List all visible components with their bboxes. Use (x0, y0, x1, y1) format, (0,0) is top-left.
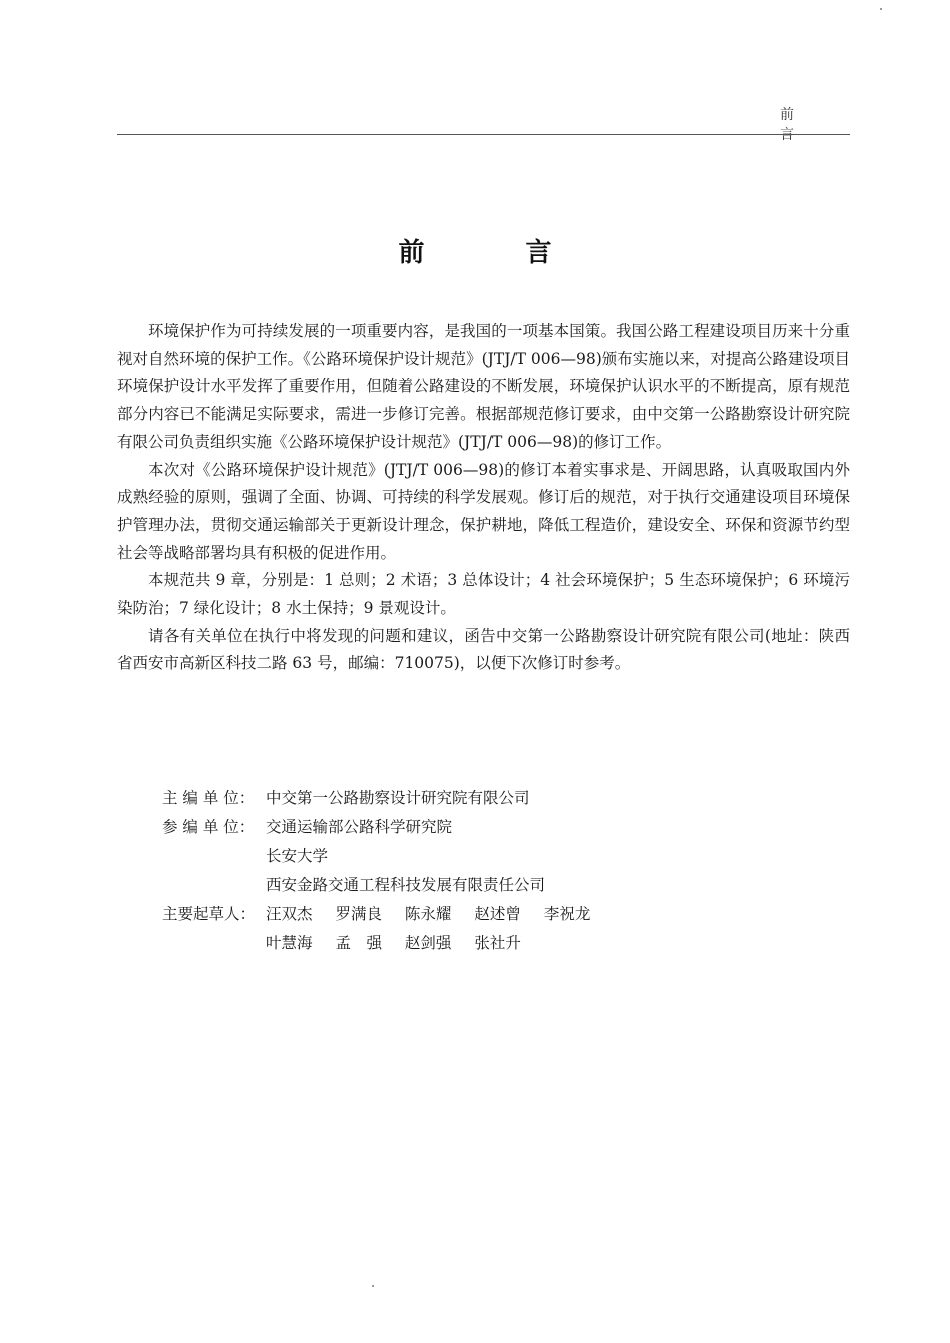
co-editor-unit: 西安金路交通工程科技发展有限责任公司 (266, 876, 546, 894)
drafter-name: 罗满良 (335, 905, 382, 923)
drafter-name: 叶慧海 (266, 934, 313, 952)
header-rule (117, 134, 850, 135)
drafter-name: 赵述曾 (474, 905, 521, 923)
drafter-name: 汪双杰 (266, 905, 313, 923)
scan-speck (372, 1285, 374, 1287)
co-editor-row (162, 871, 762, 900)
drafters-label: 主要起草人： (162, 905, 256, 923)
co-editor-unit: 交通运输部公路科学研究院 (266, 818, 453, 836)
drafter-name: 张社升 (474, 934, 521, 952)
page-title: 前 言 (398, 238, 598, 268)
drafters-row (162, 929, 762, 958)
paragraph: 请各有关单位在执行中将发现的问题和建议，函告中交第一公路勘察设计研究院有限公司(地址：陕西省西安市高新区科技二路 63 号，邮编：710075)，以便下次修订时参考。 (117, 626, 850, 673)
drafter-name: 赵剑强 (404, 934, 452, 952)
body-text (117, 318, 850, 678)
co-editor-label: 参 编 单 位： (162, 818, 255, 836)
chief-editor-unit: 中交第一公路勘察设计研究院有限公司 (266, 789, 530, 807)
paragraph: 本次对《公路环境保护设计规范》(JTJ/T 006—98)的修订本着实事求是、开阔思路，认真吸取国内外成熟经验的原则，强调了全面、协调、可持续的科学发展观。修订后的规范，对于执行交通建设项目环境保护管理办法，贯彻交通运输部关于更新设计理念，保护耕地，降低工程造价，建设安全、环保和资源节约型社会等战略部署均具有积极的促进作用。 (117, 460, 850, 562)
chief-editor-label: 主 编 单 位： (162, 789, 255, 807)
drafter-name: 孟 强 (335, 934, 382, 952)
running-header: 前 言 (780, 107, 814, 143)
drafter-name: 李祝龙 (543, 905, 591, 923)
scan-speck (880, 8, 882, 10)
co-editor-row (162, 842, 762, 871)
credits-block (162, 784, 762, 958)
paragraph: 本规范共 9 章，分别是：1 总则；2 术语；3 总体设计；4 社会环境保护；5 生态环境保护；6 环境污染防治；7 绿化设计；8 水土保持；9 景观设计。 (117, 571, 850, 618)
drafters-row (162, 900, 762, 929)
co-editor-row (162, 813, 762, 842)
co-editor-unit: 长安大学 (266, 847, 329, 865)
drafter-name: 陈永耀 (404, 905, 452, 923)
paragraph: 环境保护作为可持续发展的一项重要内容，是我国的一项基本国策。我国公路工程建设项目历来十分重视对自然环境的保护工作。《公路环境保护设计规范》(JTJ/T 006—98)颁布实施以来，对提高公路建设项目环境保护设计水平发挥了重要作用，但随着公路建设的不断发展，环境保护认识水平的不断提高，原有规范部分内容已不能满足实际要求，需进一步修订完善。根据部规范修订要求，由中交第一公路勘察设计研究院有限公司负责组织实施《公路环境保护设计规范》(JTJ/T 006—98)的修订工作。 (117, 322, 850, 451)
chief-editor-row (162, 784, 762, 813)
